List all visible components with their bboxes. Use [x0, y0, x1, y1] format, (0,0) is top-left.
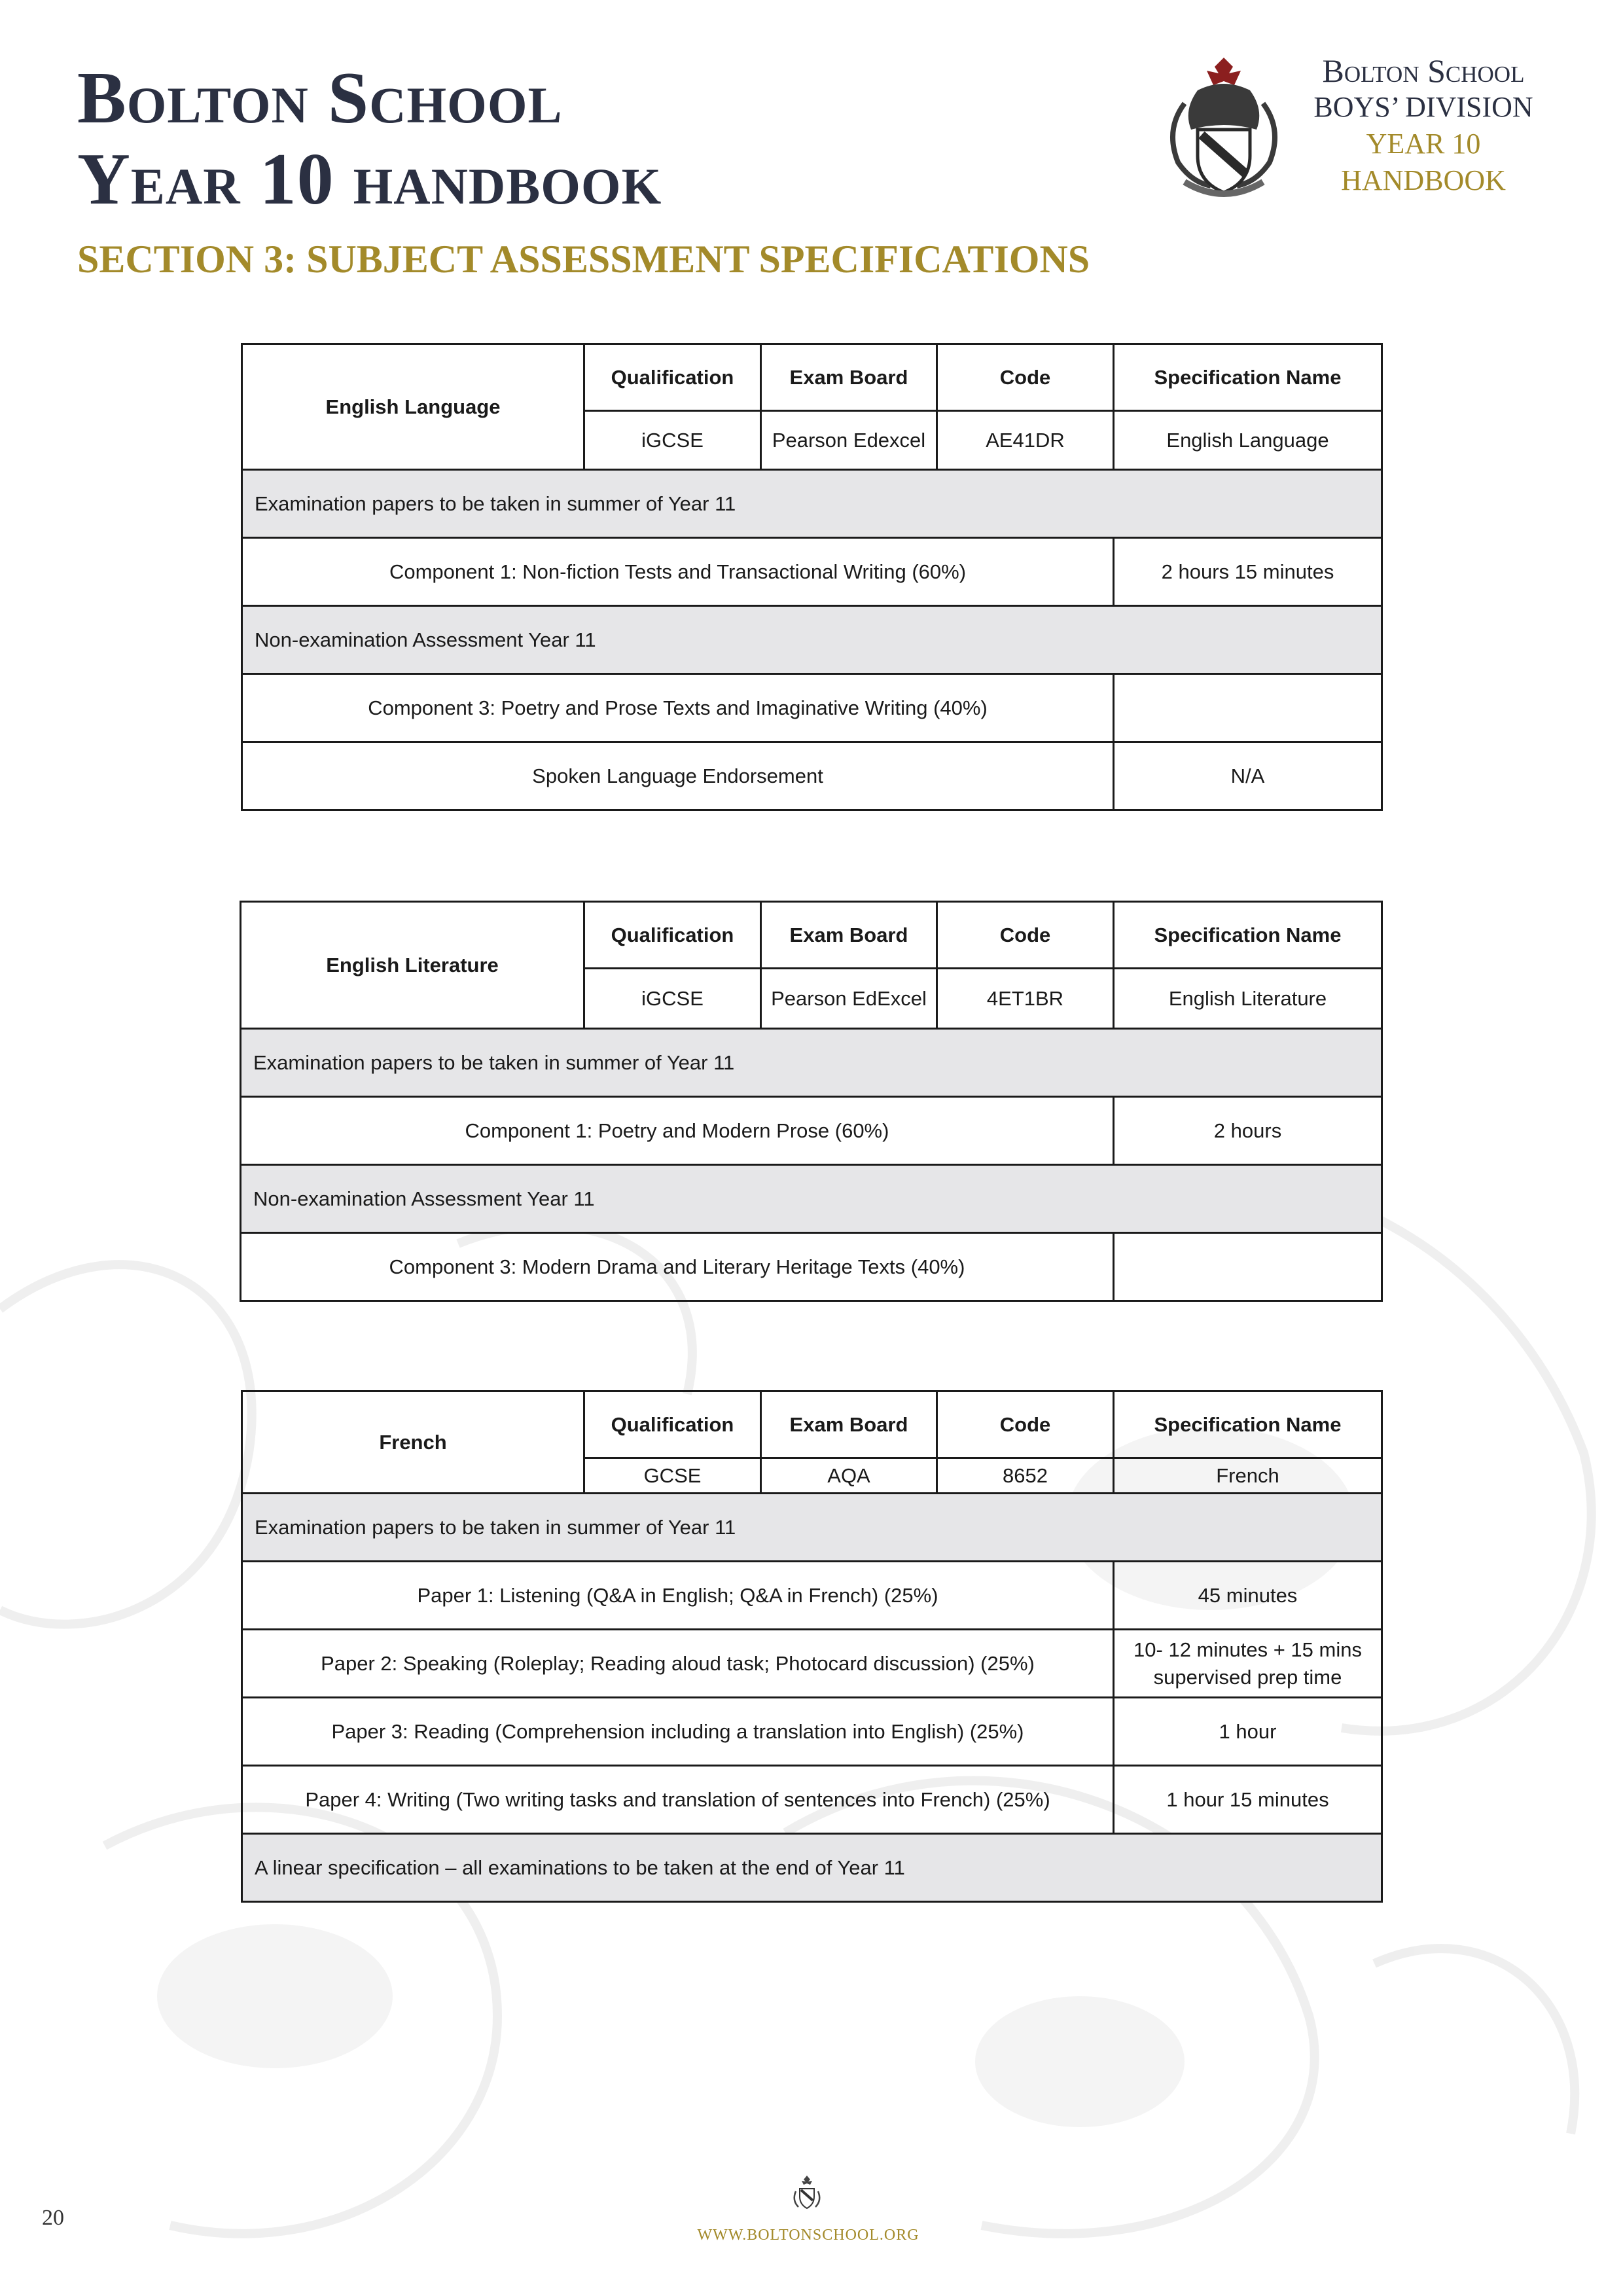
header-qualification: Qualification [584, 902, 761, 969]
component-3-label: Component 3: Modern Drama and Literary Heritage Texts (40%) [241, 1233, 1114, 1301]
french-table [241, 1390, 1383, 1903]
nea-info-row: Non-examination Assessment Year 11 [241, 1165, 1382, 1233]
english-language-table [241, 343, 1383, 811]
qualification-value: iGCSE [584, 969, 761, 1029]
title-line-2: Year 10 handbook [77, 139, 662, 220]
exam-board-value: Pearson Edexcel [761, 411, 937, 470]
exam-board-value: AQA [761, 1458, 937, 1494]
page-number: 20 [42, 2206, 64, 2230]
paper-4-label: Paper 4: Writing (Two writing tasks and translation of sentences into French) (25%) [242, 1766, 1114, 1834]
subject-name: French [242, 1391, 584, 1494]
paper-1-label: Paper 1: Listening (Q&A in English; Q&A in French) (25%) [242, 1562, 1114, 1630]
brand-handbook: HANDBOOK [1341, 164, 1506, 196]
header-spec-name: Specification Name [1114, 344, 1382, 411]
code-value: AE41DR [937, 411, 1114, 470]
nea-info-row: Non-examination Assessment Year 11 [242, 606, 1382, 674]
paper-3-duration: 1 hour [1114, 1698, 1382, 1766]
exam-info-row: Examination papers to be taken in summer of Year 11 [242, 1494, 1382, 1562]
component-1-duration: 2 hours [1114, 1097, 1382, 1165]
header-spec-name: Specification Name [1114, 1391, 1382, 1458]
linear-spec-row: A linear specification – all examinations to be taken at the end of Year 11 [242, 1834, 1382, 1902]
exam-info-row: Examination papers to be taken in summer of Year 11 [242, 470, 1382, 538]
header-exam-board: Exam Board [761, 1391, 937, 1458]
subject-name: English Language [242, 344, 584, 470]
brand-school: Bolton School [1322, 52, 1525, 89]
exam-info-row: Examination papers to be taken in summer of Year 11 [241, 1029, 1382, 1097]
footer-crest-icon [791, 2174, 823, 2215]
title-line-1: Bolton School [77, 58, 563, 139]
paper-2-label: Paper 2: Speaking (Roleplay; Reading aloud task; Photocard discussion) (25%) [242, 1630, 1114, 1698]
brand-division: BOYS’ DIVISION [1313, 91, 1533, 123]
header-code: Code [937, 344, 1114, 411]
paper-1-duration: 45 minutes [1114, 1562, 1382, 1630]
school-crest-icon [1158, 51, 1289, 203]
component-3-label: Component 3: Poetry and Prose Texts and Imaginative Writing (40%) [242, 674, 1114, 742]
brand-block [1286, 52, 1561, 199]
qualification-value: iGCSE [584, 411, 761, 470]
subject-name: English Literature [241, 902, 584, 1029]
header-code: Code [937, 902, 1114, 969]
spec-name-value: French [1114, 1458, 1382, 1494]
spoken-language-label: Spoken Language Endorsement [242, 742, 1114, 810]
header-exam-board: Exam Board [761, 902, 937, 969]
section-heading: SECTION 3: SUBJECT ASSESSMENT SPECIFICATIONS [77, 238, 1090, 281]
code-value: 8652 [937, 1458, 1114, 1494]
footer-website-link[interactable]: WWW.BOLTONSCHOOL.ORG [697, 2227, 919, 2244]
header-spec-name: Specification Name [1114, 902, 1382, 969]
document-title [77, 58, 662, 220]
brand-year: YEAR 10 [1366, 128, 1481, 160]
qualification-value: GCSE [584, 1458, 761, 1494]
paper-4-duration: 1 hour 15 minutes [1114, 1766, 1382, 1834]
paper-2-duration: 10- 12 minutes + 15 mins supervised prep time [1114, 1630, 1382, 1698]
spec-name-value: English Literature [1114, 969, 1382, 1029]
spec-name-value: English Language [1114, 411, 1382, 470]
header-code: Code [937, 1391, 1114, 1458]
component-1-label: Component 1: Poetry and Modern Prose (60%) [241, 1097, 1114, 1165]
paper-3-label: Paper 3: Reading (Comprehension including a translation into English) (25%) [242, 1698, 1114, 1766]
code-value: 4ET1BR [937, 969, 1114, 1029]
header-qualification: Qualification [584, 344, 761, 411]
spoken-language-value: N/A [1114, 742, 1382, 810]
english-literature-table [240, 901, 1383, 1302]
component-3-duration [1114, 1233, 1382, 1301]
exam-board-value: Pearson EdExcel [761, 969, 937, 1029]
header-exam-board: Exam Board [761, 344, 937, 411]
header-qualification: Qualification [584, 1391, 761, 1458]
component-1-duration: 2 hours 15 minutes [1114, 538, 1382, 606]
component-3-duration [1114, 674, 1382, 742]
component-1-label: Component 1: Non-fiction Tests and Transactional Writing (60%) [242, 538, 1114, 606]
